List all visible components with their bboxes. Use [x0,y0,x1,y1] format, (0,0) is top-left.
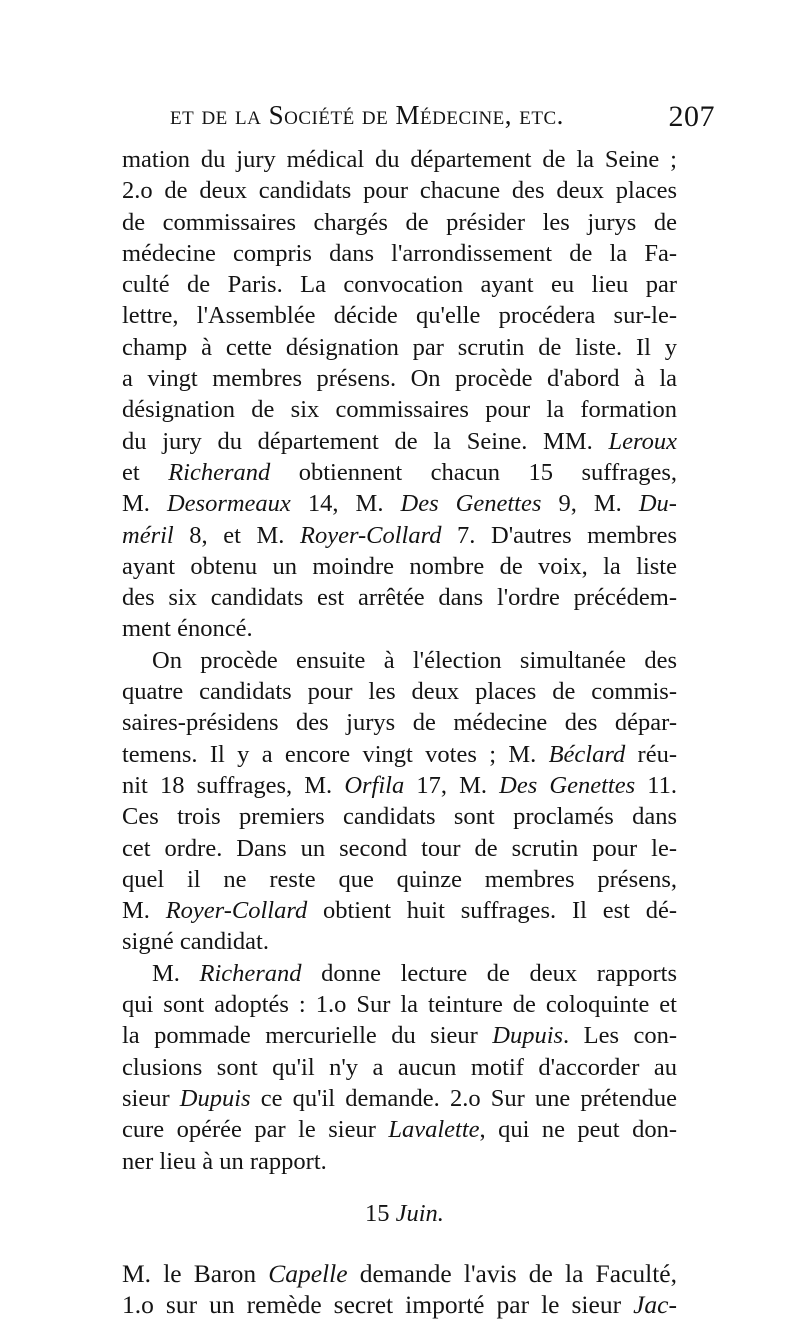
text-line: ment énoncé. [122,615,253,643]
paragraph-4 [122,1258,677,1320]
text-line: M. Desormeaux 14, M. Des Genettes 9, M. Du- [122,490,677,518]
running-head [170,100,715,140]
text-line: ner lieu à un rapport. [122,1147,327,1175]
text-line: cure opérée par le sieur Lavalette, qui ne peut don- [122,1116,677,1144]
text-line: clusions sont qu'il n'y a aucun motif d'accorder au [122,1053,677,1081]
text-line: M. le Baron Capelle demande l'avis de la Faculté, [122,1258,677,1288]
text-line: sieur Dupuis ce qu'il demande. 2.o Sur une prétendue [122,1084,677,1112]
text-line: la pommade mercurielle du sieur Dupuis. Les con- [122,1022,677,1050]
page-number: 207 [668,100,715,133]
text-line: qui sont adoptés : 1.o Sur la teinture de coloquinte et [122,991,677,1019]
text-line: mation du jury médical du département de la Seine ; [122,146,677,173]
text-line: Ces trois premiers candidats sont proclamés dans [122,803,677,831]
body-text [122,144,677,1320]
text-line: 2.o de deux candidats pour chacune des deux places [122,177,677,205]
text-line: a vingt membres présens. On procède d'abord à la [122,365,677,393]
text-line: lettre, l'Assemblée décide qu'elle procédera sur-le- [122,302,677,330]
text-line: culté de Paris. La convocation ayant eu lieu par [122,271,677,299]
text-line: On procède ensuite à l'élection simultanée des [152,646,677,674]
text-line: désignation de six commissaires pour la formation [122,396,677,424]
text-line: champ à cette désignation par scrutin de liste. Il y [122,333,677,361]
text-line: saires-présidens des jurys de médecine des dépar- [122,709,677,737]
text-line: temens. Il y a encore vingt votes ; M. Béclard réu- [122,740,677,768]
text-line: cet ordre. Dans un second tour de scrutin pour le- [122,834,677,862]
paragraph-2 [122,645,677,958]
text-line: signé candidat. [122,928,269,956]
text-line: quatre candidats pour les deux places de commis- [122,678,677,706]
text-line: méril 8, et M. Royer-Collard 7. D'autres membres [122,521,677,549]
text-line: nit 18 suffrages, M. Orfila 17, M. Des Genettes 11. [122,771,677,799]
text-line: 1.o sur un remède secret importé par le sieur Jac- [122,1290,677,1320]
running-head-title: et de la Société de Médecine, etc. [170,100,564,130]
paragraph-3 [122,958,677,1177]
text-line: et Richerand obtiennent chacun 15 suffrages, [122,458,677,486]
paragraph-1 [122,144,677,645]
text-line: de commissaires chargés de présider les jurys de [122,208,677,236]
text-line: M. Royer-Collard obtient huit suffrages. Il est dé- [122,897,677,925]
text-line: M. Richerand donne lecture de deux rapports [152,959,677,987]
text-line: quel il ne reste que quinze membres présens, [122,865,677,893]
dateline-month: Juin. [395,1199,444,1227]
text-line: du jury du département de la Seine. MM. Leroux [122,427,677,455]
text-line: des six candidats est arrêtée dans l'ordre précédem- [122,584,677,612]
dateline-day: 15 [365,1199,390,1227]
text-line: ayant obtenu un moindre nombre de voix, la liste [122,552,677,580]
dateline [122,1197,677,1230]
text-line: médecine compris dans l'arrondissement de la Fa- [122,239,677,267]
